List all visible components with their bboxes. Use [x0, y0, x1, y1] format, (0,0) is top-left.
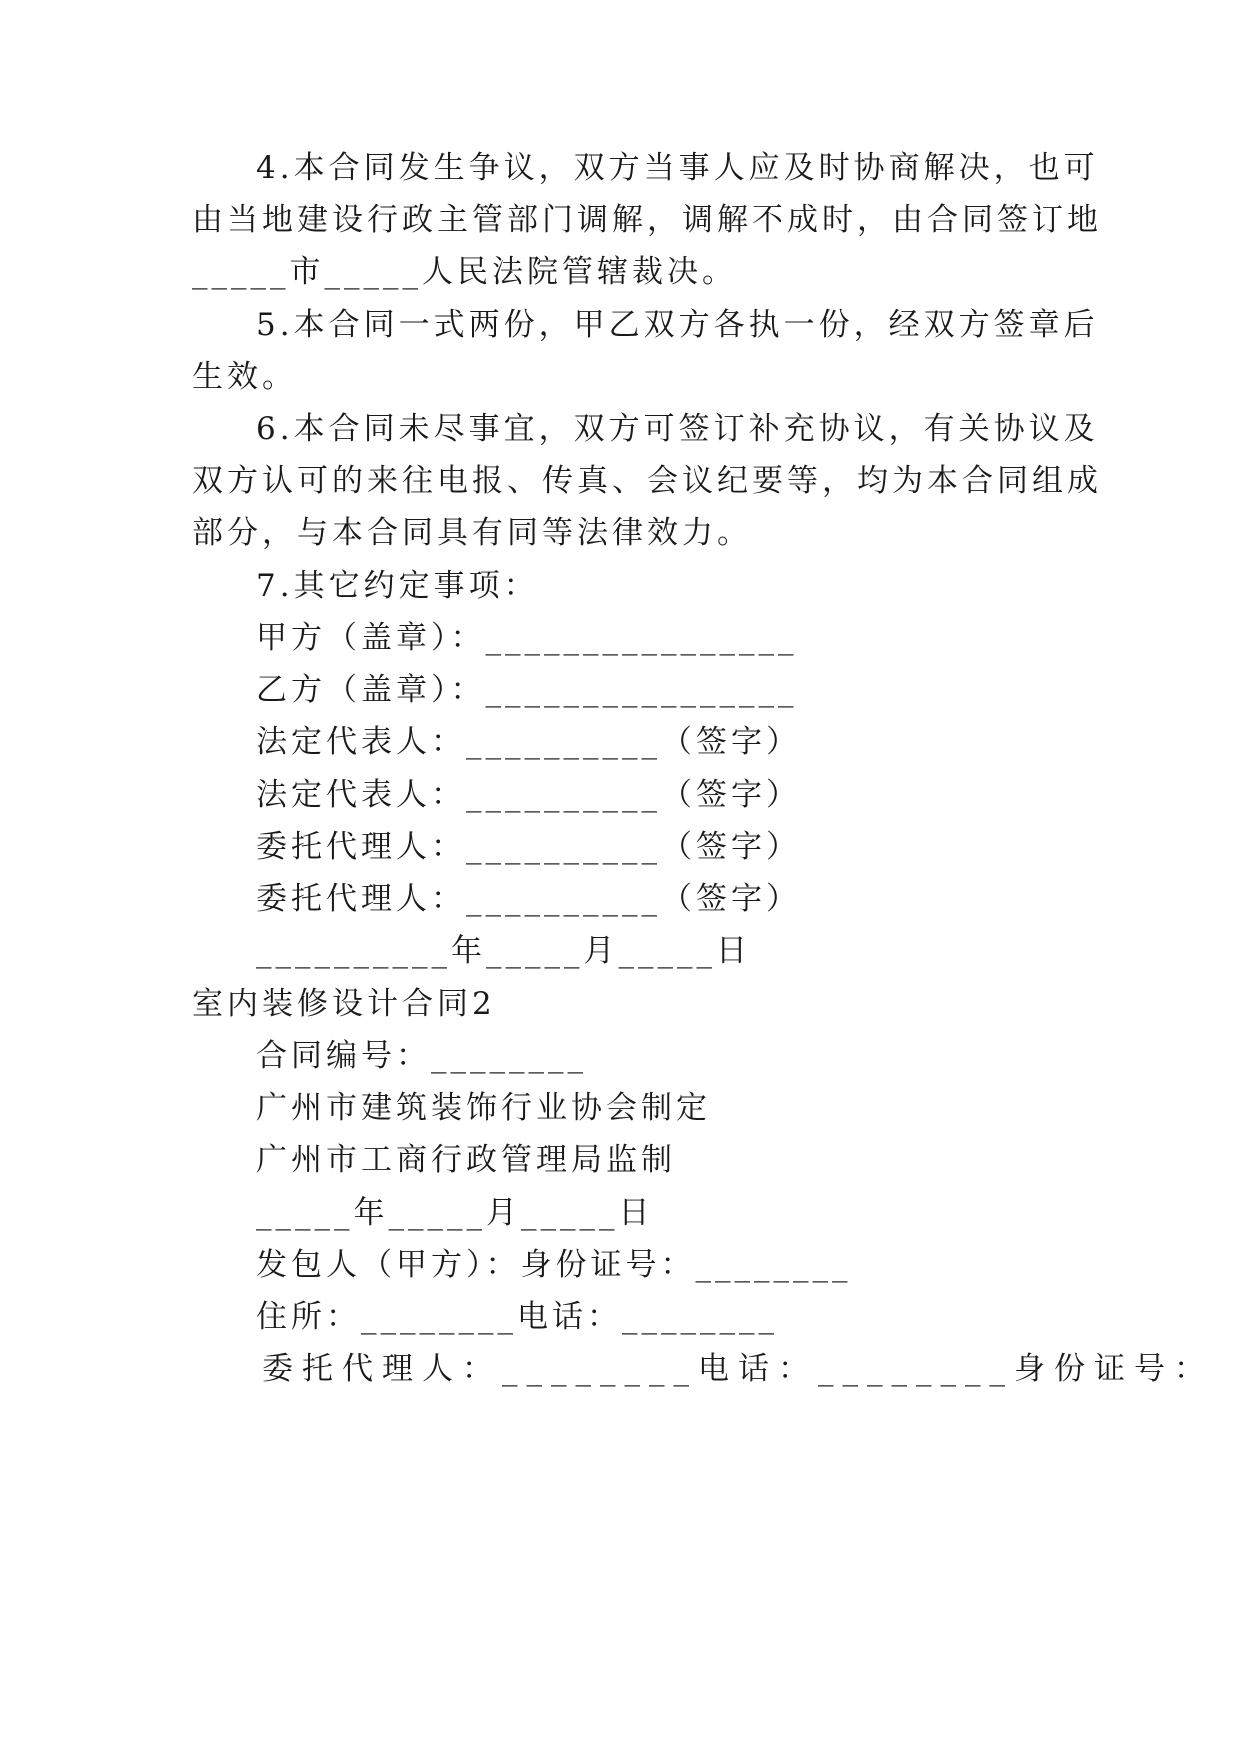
agent-1-signature-line: 委托代理人：__________（签字） — [256, 829, 801, 865]
clause-6-line-3: 部分，与本合同具有同等法律效力。 — [192, 515, 752, 551]
legal-rep-2-signature-line: 法定代表人：__________（签字） — [256, 777, 801, 813]
clause-6-line-1: 6.本合同未尽事宜，双方可签订补充协议，有关协议及 — [256, 411, 1099, 447]
clause-6-line-2: 双方认可的来往电报、传真、会议纪要等，均为本合同组成 — [192, 463, 1102, 499]
clause-7: 7.其它约定事项： — [256, 568, 539, 604]
clause-4-line-3: _____市_____人民法院管辖裁决。 — [192, 254, 737, 290]
address-phone-line: 住所：________电话：________ — [256, 1299, 778, 1335]
employer-line: 发包人（甲方）：身份证号：________ — [256, 1247, 852, 1283]
clause-4-line-1: 4.本合同发生争议，双方当事人应及时协商解决，也可 — [256, 150, 1099, 186]
supervisor-line: 广州市工商行政管理局监制 — [256, 1142, 676, 1178]
party-a-seal-line: 甲方（盖章）：________________ — [256, 620, 798, 656]
legal-rep-1-signature-line: 法定代表人：__________（签字） — [256, 724, 801, 760]
contract-2-date-line: _____年_____月_____日 — [256, 1195, 654, 1231]
clause-5-line-1: 5.本合同一式两份，甲乙双方各执一份，经双方签章后 — [256, 307, 1099, 343]
contract-number-line: 合同编号：________ — [256, 1038, 587, 1074]
agent-2-signature-line: 委托代理人：__________（签字） — [256, 881, 801, 917]
contract-2-title: 室内装修设计合同2 — [192, 986, 496, 1022]
maker-line: 广州市建筑装饰行业协会制定 — [256, 1090, 711, 1126]
clause-5-line-2: 生效。 — [192, 359, 297, 395]
agent-phone-id-line: 委托代理人：________电话：________身份证号： — [262, 1351, 1214, 1387]
signing-date-line: __________年_____月_____日 — [256, 933, 751, 969]
clause-4-line-2: 由当地建设行政主管部门调解，调解不成时，由合同签订地 — [192, 202, 1102, 238]
party-b-seal-line: 乙方（盖章）：________________ — [256, 672, 798, 708]
